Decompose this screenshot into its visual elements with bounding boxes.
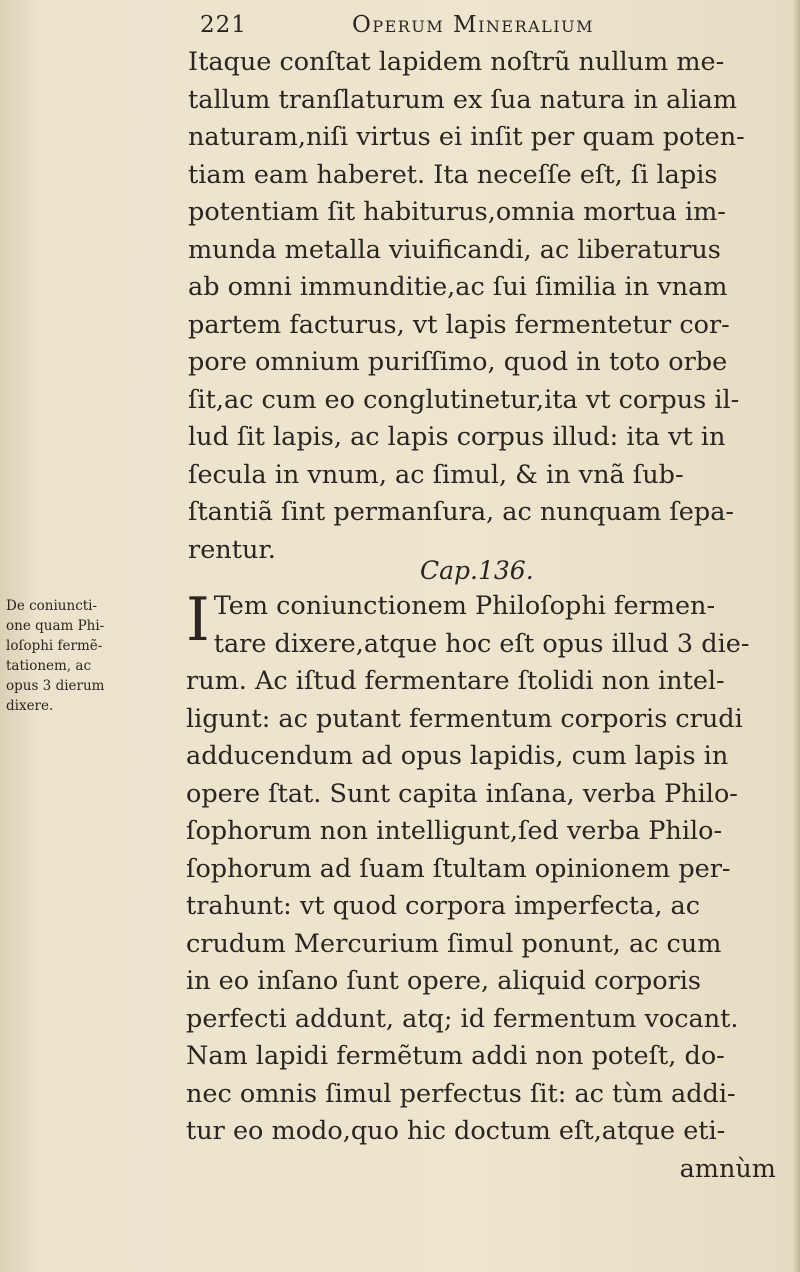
chapter-heading: Cap.136.	[420, 556, 534, 585]
paragraph-2	[186, 585, 776, 1188]
text-line: in eo inſano ſunt opere, aliquid corporis	[186, 966, 702, 996]
text-line: nec omnis ſimul perfectus ſit: ac tùm addi-	[186, 1078, 736, 1109]
text-line: ligunt: ac putant fermentum corporis crudi	[186, 703, 743, 734]
marginal-line: dixere.	[6, 698, 54, 714]
text-line: perfecti addunt, atq; id fermentum vocant.	[186, 1003, 739, 1034]
text-line: opere ſtat. Sunt capita inſana, verba Philo-	[186, 778, 738, 809]
text-line: tare dixere,atque hoc eſt opus illud 3 die-	[213, 628, 750, 659]
marginal-note	[6, 596, 184, 716]
text-line: potentiam ſit habiturus,omnia mortua im-	[188, 197, 726, 227]
text-line: crudum Mercurium ſimul ponunt, ac cum	[186, 928, 722, 959]
text-line: rentur.	[188, 534, 276, 565]
marginal-line: tationem, ac	[6, 658, 92, 674]
text-line: Nam lapidi fermẽtum addi non poteſt, do-	[186, 1041, 725, 1071]
text-line: tur eo modo,quo hic doctum eſt,atque eti-	[186, 1116, 726, 1146]
text-line: pore omnium puriſſimo, quod in toto orbe	[188, 347, 728, 377]
text-line: ſit,ac cum eo conglutinetur,ita vt corpus il-	[188, 384, 740, 415]
text-line: rum. Ac iſtud fermentare ſtolidi non intel-	[186, 666, 725, 696]
page-edge-shadow	[792, 0, 800, 1272]
text-line: partem facturus, vt lapis fermentetur cor-	[188, 309, 730, 340]
page-header	[196, 10, 756, 40]
text-line: lud ſit lapis, ac lapis corpus illud: ita vt in	[188, 422, 726, 452]
text-line: tallum tranſlaturum ex ſua natura in aliam	[188, 84, 738, 115]
running-head: Operum Mineralium	[352, 12, 594, 38]
page-number: 221	[200, 12, 247, 38]
drop-cap: I	[186, 585, 210, 655]
marginal-line: opus 3 dierum	[6, 678, 105, 694]
text-line: ſtantiã ſint permanſura, ac nunquam ſepa-	[188, 497, 735, 527]
text-line: adducendum ad opus lapidis, cum lapis in	[186, 741, 729, 771]
catchword: amnùm	[679, 1153, 776, 1184]
marginal-line: one quam Phi-	[6, 618, 105, 634]
text-line: naturam,niſi virtus ei inſit per quam poten-	[188, 122, 745, 152]
text-line: ſophorum non intelligunt,ſed verba Philo-	[186, 816, 723, 846]
text-line: ſecula in vnum, ac ſimul, & in vnã ſub-	[188, 459, 684, 490]
text-line: ab omni immunditie,ac ſui ſimilia in vnam	[188, 272, 728, 302]
text-line: tiam eam haberet. Ita neceſſe eſt, ſi lapis	[188, 159, 718, 190]
text-line: Itaque conſtat lapidem noſtrũ nullum me-	[188, 47, 725, 77]
text-line: Tem coniunctionem Philoſophi fermen-	[213, 591, 716, 621]
text-line: ſophorum ad ſuam ſtultam opinionem per-	[186, 853, 731, 884]
paragraph-1	[188, 44, 773, 569]
marginal-line: loſophi fermẽ-	[6, 638, 103, 654]
marginal-line: De coniuncti-	[6, 598, 98, 614]
text-line: munda metalla viuificandi, ac liberaturus	[188, 234, 721, 265]
text-line: trahunt: vt quod corpora imperfecta, ac	[186, 891, 701, 921]
